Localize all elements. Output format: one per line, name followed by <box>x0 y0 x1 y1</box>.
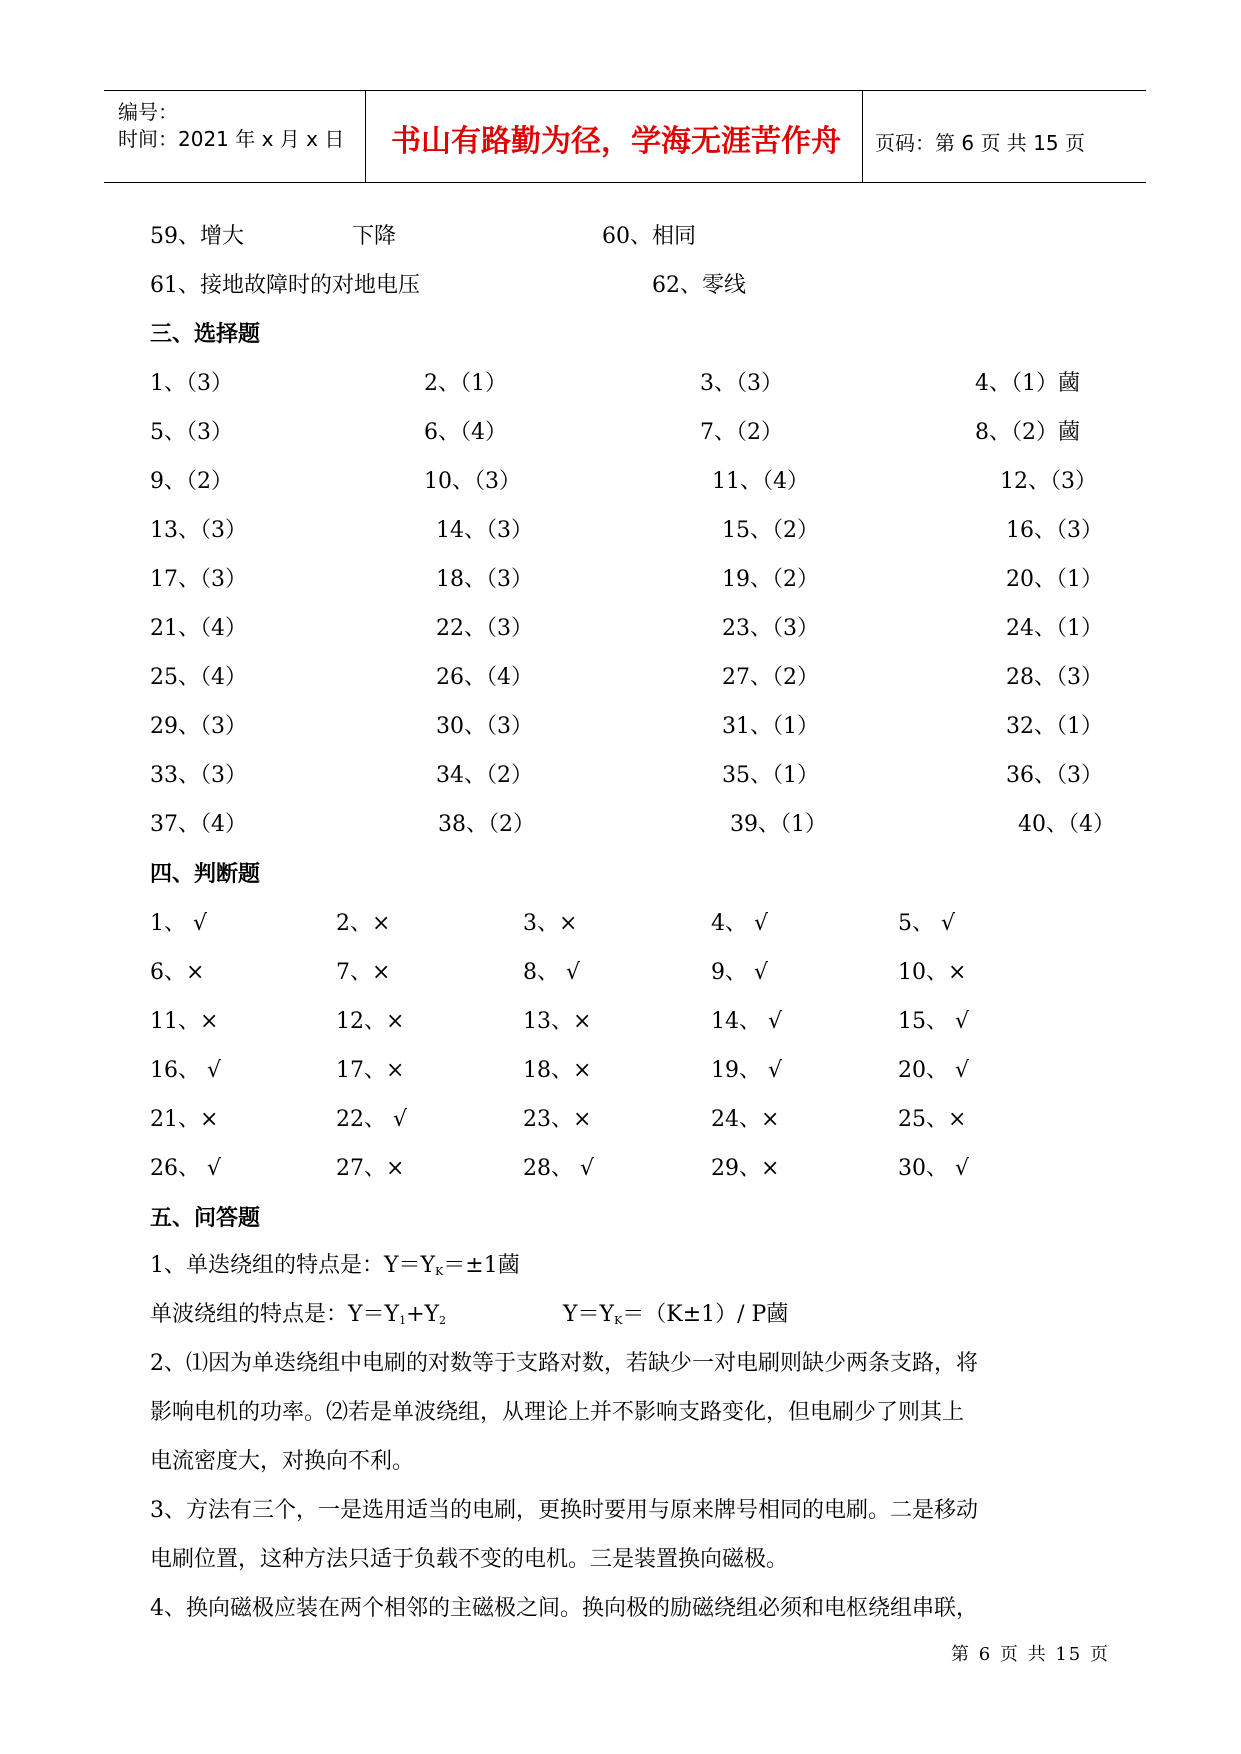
choice-answer: 28、（3） <box>1006 665 1103 690</box>
qa-1-line <box>150 1255 520 1277</box>
choice-answer: 4、（1）蔮 <box>975 371 1080 396</box>
judgement-answer: 25、× <box>898 1107 967 1132</box>
judgement-answer: 22、 √ <box>336 1107 408 1132</box>
section-title-qa: 五、问答题 <box>150 1206 261 1231</box>
choice-answer: 32、（1） <box>1006 714 1103 739</box>
choice-answer: 6、（4） <box>424 420 507 445</box>
header-divider-right <box>862 90 863 183</box>
page-label: 页码：第 6 页 共 15 页 <box>875 131 1085 155</box>
judgement-answer: 28、 √ <box>523 1156 595 1181</box>
serial-label: 编号： <box>118 100 178 124</box>
judgement-answer: 18、× <box>523 1058 592 1083</box>
qa-3-line-1: 3、方法有三个，一是选用适当的电刷，更换时要用与原来牌号相同的电刷。二是移动 <box>150 1498 978 1523</box>
judgement-answer: 27、× <box>336 1156 405 1181</box>
judgement-answer: 21、× <box>150 1107 219 1132</box>
choice-answer: 5、（3） <box>150 420 233 445</box>
judgement-answer: 24、× <box>711 1107 780 1132</box>
qa-1b-formula-b: $Y=Y_K=(K\pm 1)/$ P蔮 <box>563 1302 789 1327</box>
judgement-answer: 6、× <box>150 960 205 985</box>
choice-answer: 3、（3） <box>700 371 783 396</box>
footer-page-number: 第 6 页 共 15 页 <box>951 1644 1110 1665</box>
choice-answer: 2、（1） <box>424 371 507 396</box>
answer-62: 62、零线 <box>652 273 746 298</box>
header-top-rule <box>104 90 1146 91</box>
choice-answer: 33、（3） <box>150 763 247 788</box>
judgement-answer: 15、 √ <box>898 1009 970 1034</box>
choice-answer: 7、（2） <box>700 420 783 445</box>
choice-answer: 17、（3） <box>150 567 247 592</box>
choice-answer: 1、（3） <box>150 371 233 396</box>
judgement-answer: 12、× <box>336 1009 405 1034</box>
judgement-answer: 20、 √ <box>898 1058 970 1083</box>
choice-answer: 36、（3） <box>1006 763 1103 788</box>
choice-answer: 19、（2） <box>722 567 819 592</box>
judgement-answer: 13、× <box>523 1009 592 1034</box>
choice-answer: 37、（4） <box>150 812 247 837</box>
qa-2-line-2: 影响电机的功率。⑵若是单波绕组，从理论上并不影响支路变化，但电刷少了则其上 <box>150 1400 965 1425</box>
choice-answer: 34、（2） <box>436 763 533 788</box>
choice-answer: 9、（2） <box>150 469 233 494</box>
section-title-choice: 三、选择题 <box>150 322 261 347</box>
judgement-answer: 30、 √ <box>898 1156 970 1181</box>
choice-answer: 27、（2） <box>722 665 819 690</box>
choice-answer: 23、（3） <box>722 616 819 641</box>
choice-answer: 18、（3） <box>436 567 533 592</box>
choice-answer: 31、（1） <box>722 714 819 739</box>
answer-60: 60、相同 <box>602 224 696 249</box>
choice-answer: 30、（3） <box>436 714 533 739</box>
judgement-answer: 10、× <box>898 960 967 985</box>
choice-answer: 21、（4） <box>150 616 247 641</box>
choice-answer: 35、（1） <box>722 763 819 788</box>
qa-3-line-2: 电刷位置，这种方法只适于负载不变的电机。三是装置换向磁极。 <box>150 1547 789 1572</box>
qa-1-label: 1、单迭绕组的特点是： <box>150 1253 384 1278</box>
qa-1b-label: 单波绕组的特点是： <box>150 1302 349 1327</box>
judgement-answer: 4、 √ <box>711 911 769 936</box>
judgement-answer: 8、 √ <box>523 960 581 985</box>
judgement-answer: 3、× <box>523 911 578 936</box>
judgement-answer: 11、× <box>150 1009 219 1034</box>
section-title-judgement: 四、判断题 <box>150 862 261 887</box>
judgement-answer: 23、× <box>523 1107 592 1132</box>
choice-answer: 26、（4） <box>436 665 533 690</box>
judgement-answer: 9、 √ <box>711 960 769 985</box>
choice-answer: 12、（3） <box>1000 469 1097 494</box>
qa-1b-line <box>150 1304 446 1326</box>
judgement-answer: 19、 √ <box>711 1058 783 1083</box>
answer-61: 61、接地故障时的对地电压 <box>150 273 420 298</box>
qa-1b-formula-a: $Y=Y_1+Y_2$ <box>348 1302 447 1327</box>
choice-answer: 14、（3） <box>436 518 533 543</box>
judgement-answer: 1、 √ <box>150 911 208 936</box>
header-bottom-rule <box>104 182 1146 183</box>
choice-answer: 24、（1） <box>1006 616 1103 641</box>
choice-answer: 29、（3） <box>150 714 247 739</box>
judgement-answer: 2、× <box>336 911 391 936</box>
judgement-answer: 5、 √ <box>898 911 956 936</box>
qa-2-line-3: 电流密度大，对换向不利。 <box>150 1449 415 1474</box>
time-label: 时间：2021 年 x 月 x 日 <box>118 127 345 151</box>
choice-answer: 20、（1） <box>1006 567 1103 592</box>
qa-1-formula: $Y=Y_K=\pm 1$蔮 <box>384 1253 520 1278</box>
choice-answer: 13、（3） <box>150 518 247 543</box>
judgement-answer: 17、× <box>336 1058 405 1083</box>
header-divider-left <box>365 90 366 183</box>
qa-2-line-1: 2、⑴因为单迭绕组中电刷的对数等于支路对数，若缺少一对电刷则缺少两条支路，将 <box>150 1351 978 1376</box>
choice-answer: 38、（2） <box>438 812 535 837</box>
judgement-answer: 26、 √ <box>150 1156 222 1181</box>
choice-answer: 22、（3） <box>436 616 533 641</box>
choice-answer: 15、（2） <box>722 518 819 543</box>
qa-4-line-1: 4、换向磁极应装在两个相邻的主磁极之间。换向极的励磁绕组必须和电枢绕组串联， <box>150 1596 978 1621</box>
judgement-answer: 29、× <box>711 1156 780 1181</box>
choice-answer: 25、（4） <box>150 665 247 690</box>
answer-59-b: 下降 <box>352 224 397 249</box>
choice-answer: 39、（1） <box>730 812 827 837</box>
choice-answer: 10、（3） <box>424 469 521 494</box>
choice-answer: 11、（4） <box>712 469 809 494</box>
choice-answer: 8、（2）蔮 <box>975 420 1080 445</box>
choice-answer: 16、（3） <box>1006 518 1103 543</box>
judgement-answer: 14、 √ <box>711 1009 783 1034</box>
answer-59: 59、增大 <box>150 224 244 249</box>
judgement-answer: 16、 √ <box>150 1058 222 1083</box>
motto: 书山有路勤为径，学海无涯苦作舟 <box>391 124 841 159</box>
choice-answer: 40、（4） <box>1018 812 1115 837</box>
judgement-answer: 7、× <box>336 960 391 985</box>
